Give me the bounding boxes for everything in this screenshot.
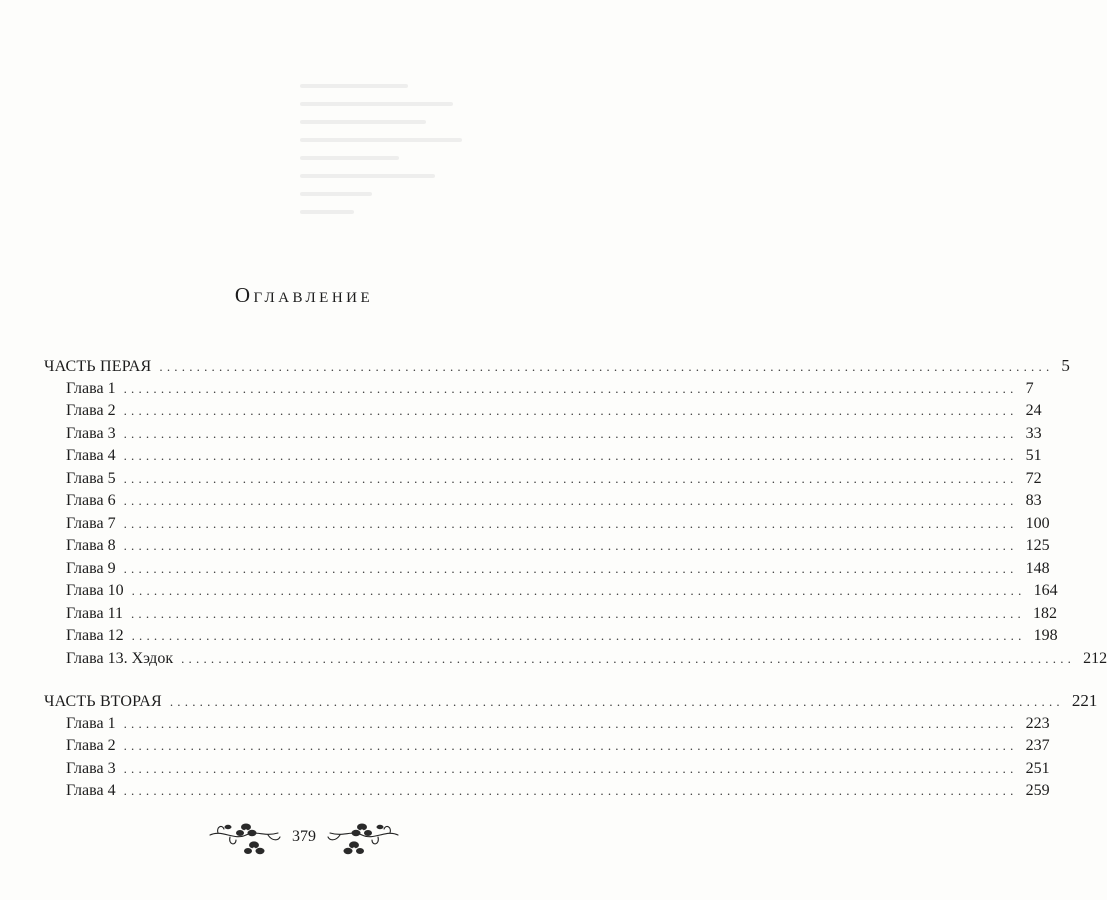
chapter-title: Глава 11 bbox=[66, 604, 123, 622]
page-ref: 198 bbox=[1033, 627, 1058, 644]
toc-chapter-row bbox=[44, 580, 1058, 603]
floral-ornament-right-icon bbox=[326, 815, 400, 859]
page-ref: 83 bbox=[1025, 492, 1042, 509]
toc-chapter-row bbox=[44, 603, 1057, 626]
dot-leader: ........................................................................................................................ bbox=[123, 380, 1018, 396]
chapter-title: Глава 3 bbox=[66, 424, 116, 442]
toc-chapter-row bbox=[44, 423, 1042, 446]
page-ref: 182 bbox=[1032, 604, 1057, 622]
table-of-contents bbox=[44, 355, 1107, 803]
toc-part-row bbox=[44, 355, 1070, 378]
page-ref: 251 bbox=[1025, 759, 1050, 777]
chapter-title: Глава 4 bbox=[66, 447, 116, 464]
toc-chapter-row bbox=[44, 445, 1042, 468]
floral-ornament-left-icon bbox=[208, 815, 282, 859]
page-ref: 148 bbox=[1025, 559, 1050, 577]
chapter-title: Глава 8 bbox=[66, 537, 116, 554]
page-ref: 212 bbox=[1083, 649, 1107, 667]
toc-chapter-row bbox=[44, 400, 1042, 423]
dot-leader: ........................................................................................................................ bbox=[123, 493, 1018, 508]
dot-leader: ........................................................................................................................ bbox=[181, 650, 1076, 666]
toc-chapter-row bbox=[44, 490, 1042, 513]
page-ref: 5 bbox=[1061, 356, 1070, 375]
toc-part-row bbox=[44, 690, 1098, 713]
section-gap bbox=[44, 670, 525, 690]
toc-chapter-row bbox=[44, 735, 1050, 758]
dot-leader: ........................................................................................................................ bbox=[123, 515, 1018, 531]
toc-chapter-row bbox=[44, 558, 1050, 581]
page-number: 379 bbox=[292, 828, 316, 845]
part-title: ЧАСТЬ ПЕРАЯ bbox=[44, 358, 152, 375]
dot-leader: ........................................................................................................................ bbox=[169, 694, 1064, 709]
toc-chapter-row bbox=[44, 780, 1050, 803]
page-ref: 33 bbox=[1025, 424, 1042, 442]
chapter-title: Глава 1 bbox=[66, 714, 116, 732]
dot-leader: ........................................................................................................................ bbox=[123, 560, 1018, 576]
dot-leader: ........................................................................................................................ bbox=[123, 783, 1018, 798]
dot-leader: ........................................................................................................................ bbox=[123, 715, 1018, 731]
toc-chapter-row bbox=[44, 378, 1034, 401]
dot-leader: ........................................................................................................................ bbox=[123, 738, 1018, 753]
chapter-title: Глава 5 bbox=[66, 469, 116, 487]
chapter-title: Глава 1 bbox=[66, 379, 116, 397]
dot-leader: ........................................................................................................................ bbox=[123, 470, 1018, 486]
page-title: Оглавление bbox=[234, 283, 374, 307]
page-ref: 125 bbox=[1025, 537, 1050, 554]
toc-chapter-row bbox=[44, 713, 1050, 736]
chapter-title: Глава 6 bbox=[66, 492, 116, 509]
dot-leader: ........................................................................................................................ bbox=[130, 605, 1025, 621]
page-ref: 223 bbox=[1025, 714, 1050, 732]
page-ref: 24 bbox=[1025, 402, 1042, 419]
toc-chapter-row bbox=[44, 468, 1042, 491]
toc-chapter-row bbox=[44, 513, 1050, 536]
dot-leader: ........................................................................................................................ bbox=[123, 425, 1018, 441]
page-ref: 259 bbox=[1025, 782, 1050, 799]
chapter-title: Глава 10 bbox=[66, 582, 124, 599]
dot-leader: ........................................................................................................................ bbox=[131, 628, 1026, 643]
dot-leader: ........................................................................................................................ bbox=[131, 583, 1026, 598]
chapter-title: Глава 9 bbox=[66, 559, 116, 577]
chapter-title: Глава 4 bbox=[66, 782, 116, 799]
page-ref: 100 bbox=[1025, 514, 1050, 532]
chapter-title: Глава 12 bbox=[66, 627, 124, 644]
chapter-title: Глава 2 bbox=[66, 402, 116, 419]
chapter-title: Глава 2 bbox=[66, 737, 116, 754]
chapter-title: Глава 3 bbox=[66, 759, 116, 777]
dot-leader: ........................................................................................................................ bbox=[123, 448, 1018, 463]
dot-leader: ........................................................................................................................ bbox=[159, 359, 1054, 374]
show-through-text bbox=[300, 70, 480, 260]
chapter-title: Глава 13. Хэдок bbox=[66, 649, 174, 667]
chapter-title: Глава 7 bbox=[66, 514, 116, 532]
page-ref: 72 bbox=[1025, 469, 1042, 487]
page-ref: 164 bbox=[1033, 582, 1058, 599]
dot-leader: ........................................................................................................................ bbox=[123, 538, 1018, 553]
dot-leader: ........................................................................................................................ bbox=[123, 403, 1018, 418]
toc-chapter-row bbox=[44, 758, 1050, 781]
dot-leader: ........................................................................................................................ bbox=[123, 760, 1018, 776]
part-title: ЧАСТЬ ВТОРАЯ bbox=[44, 693, 162, 710]
toc-chapter-row bbox=[44, 648, 1107, 671]
page-ref: 51 bbox=[1025, 447, 1042, 464]
page-ref: 237 bbox=[1025, 737, 1050, 754]
toc-chapter-row bbox=[44, 535, 1050, 558]
page-footer bbox=[0, 813, 608, 861]
page-ref: 7 bbox=[1025, 379, 1034, 397]
toc-chapter-row bbox=[44, 625, 1058, 648]
page-ref: 221 bbox=[1071, 691, 1098, 710]
